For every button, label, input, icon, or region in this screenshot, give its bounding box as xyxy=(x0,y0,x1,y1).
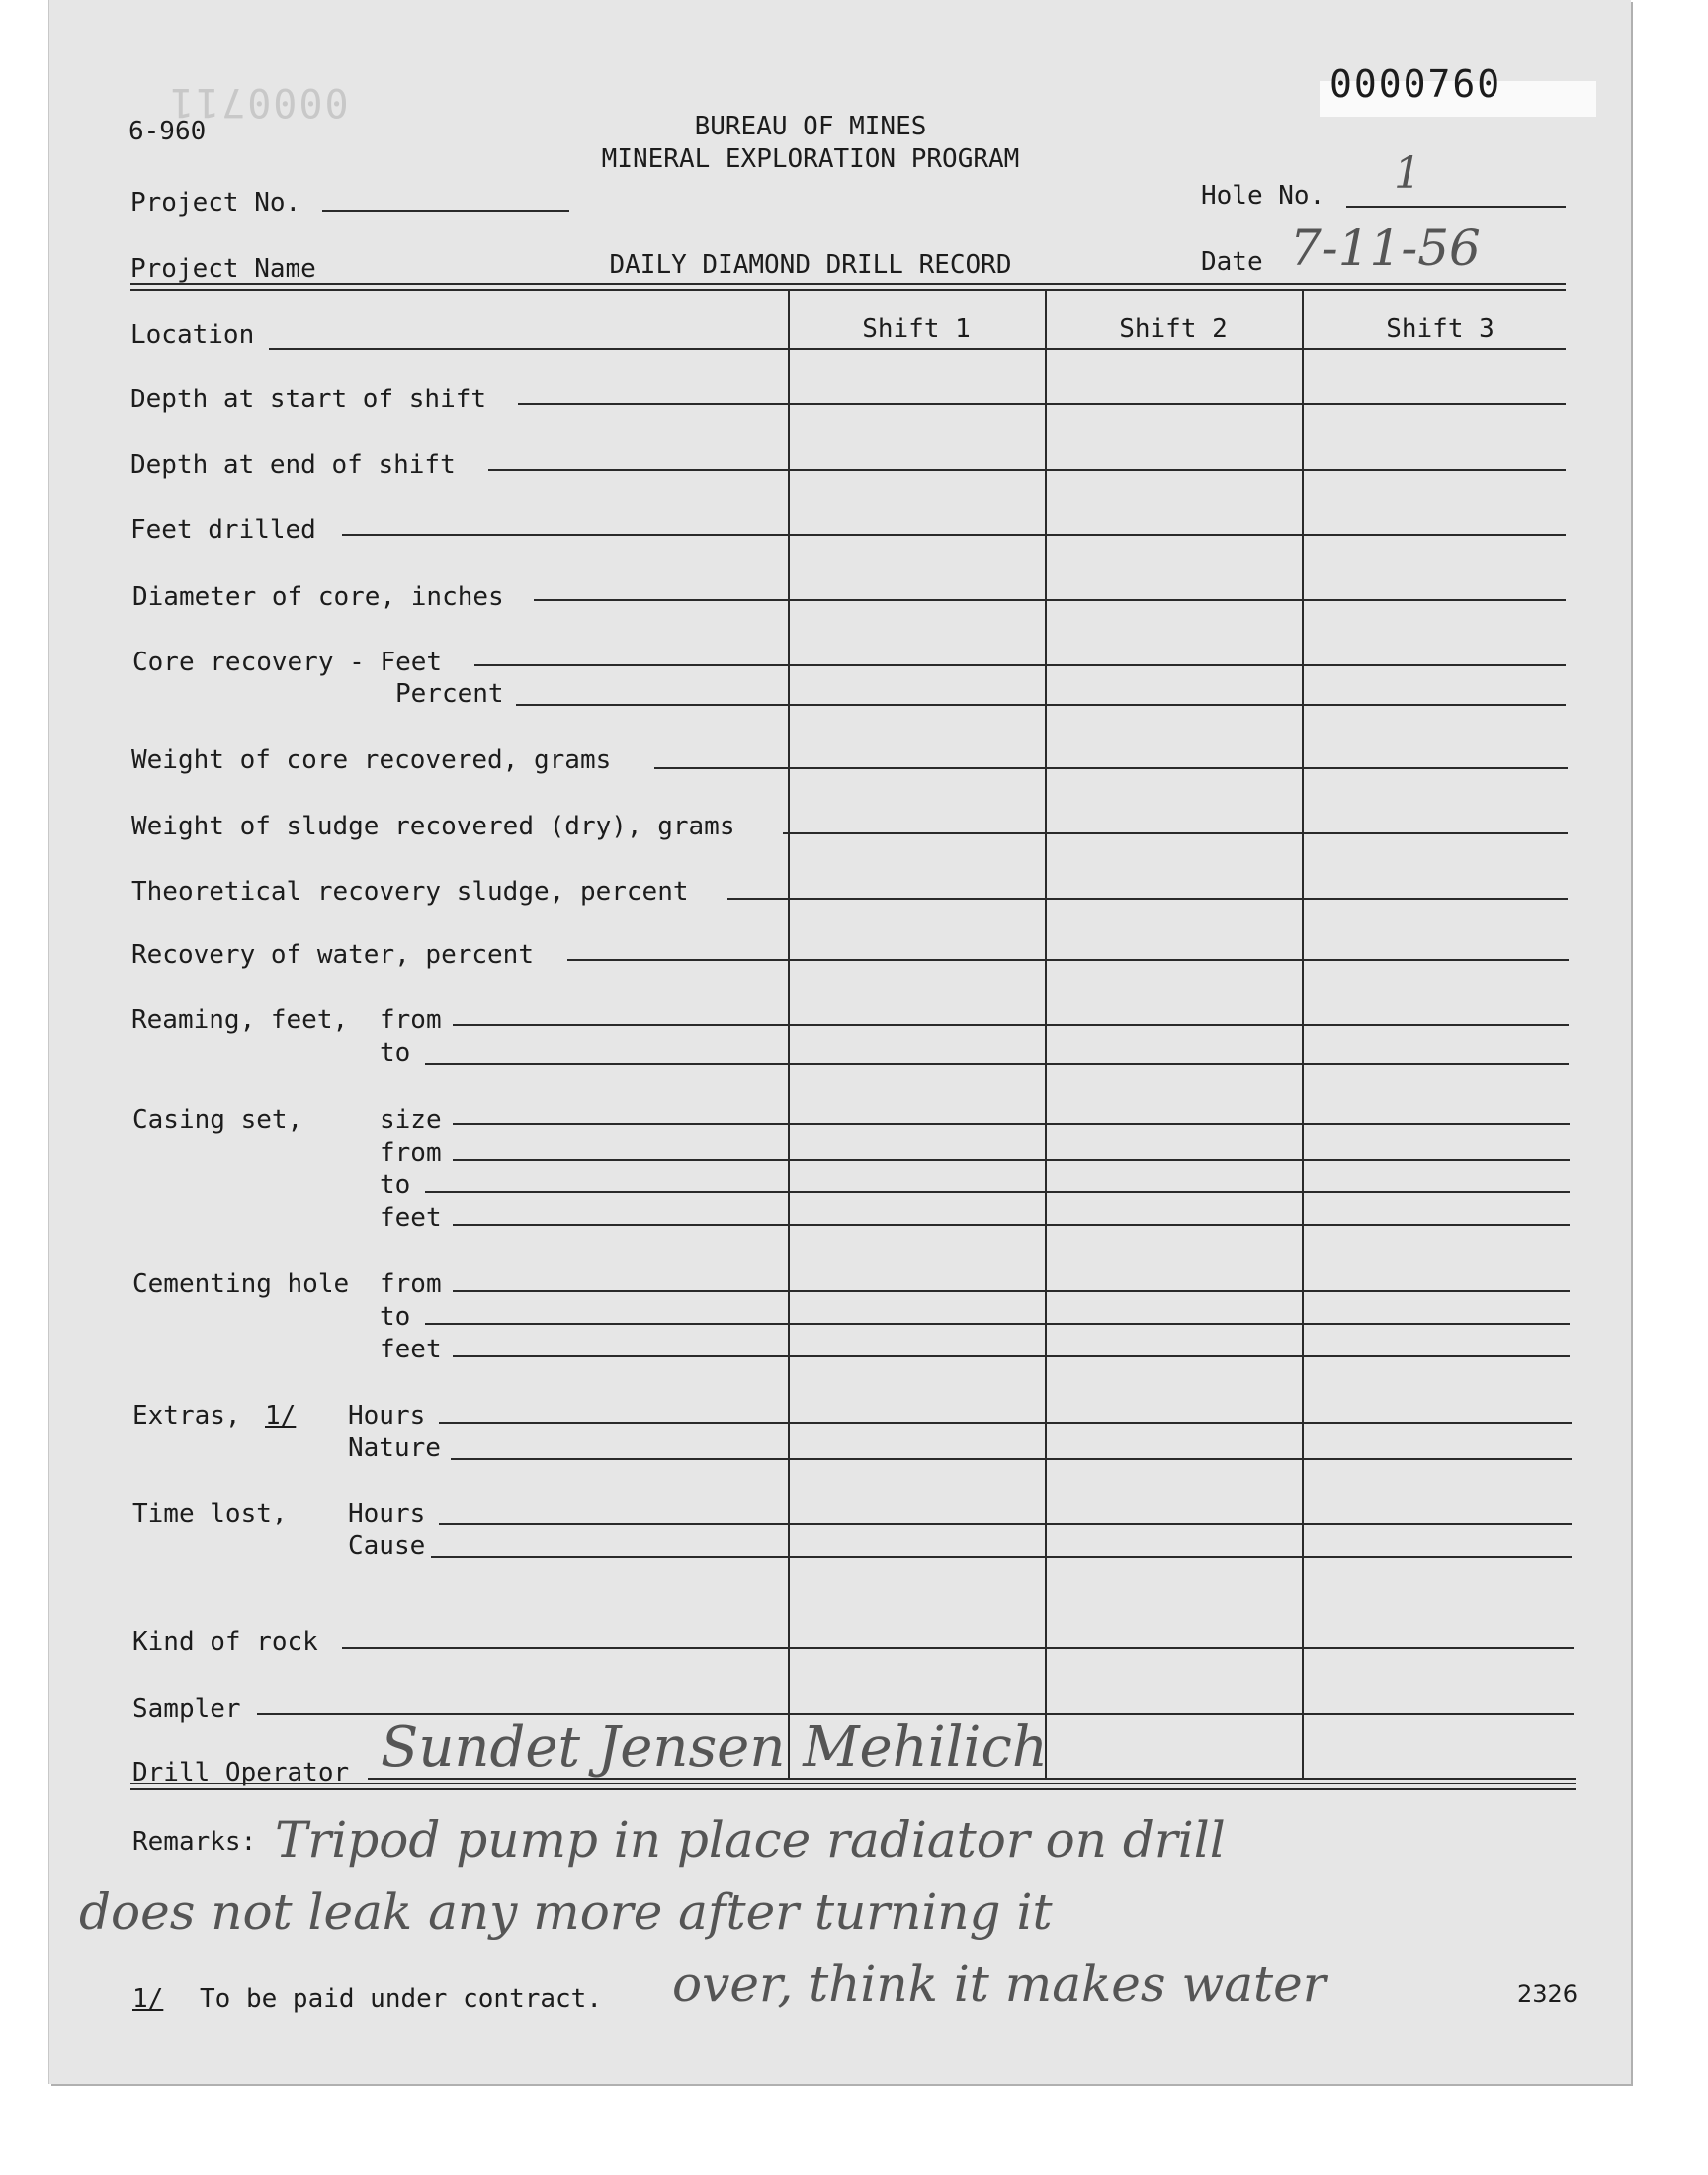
remarks-line-2: does not leak any more after turning it xyxy=(79,1883,1053,1941)
kind-of-rock-line xyxy=(342,1647,1574,1649)
casing-from-label: from xyxy=(380,1138,442,1168)
form-number: 6-960 xyxy=(128,117,207,146)
time-lost-hours-line xyxy=(439,1523,1572,1525)
header-rule-bottom xyxy=(130,289,1566,291)
cementing-feet-line xyxy=(453,1355,1570,1357)
hole-no-value: 1 xyxy=(1394,148,1421,199)
project-no-line xyxy=(322,210,569,212)
location-label: Location xyxy=(130,320,255,350)
weight-sludge-label: Weight of sludge recovered (dry), grams xyxy=(131,812,735,841)
weight-core-label: Weight of core recovered, grams xyxy=(131,745,612,775)
diameter-label: Diameter of core, inches xyxy=(132,582,504,612)
table-bottom-rule-1 xyxy=(130,1783,1576,1784)
kind-of-rock-label: Kind of rock xyxy=(132,1627,318,1657)
cementing-from-label: from xyxy=(380,1269,442,1299)
casing-feet-label: feet xyxy=(380,1203,442,1233)
depth-end-line xyxy=(488,469,1566,471)
footnote-text: To be paid under contract. xyxy=(200,1984,602,2014)
weight-core-line xyxy=(654,767,1568,769)
casing-from-line xyxy=(453,1159,1570,1161)
stamp-number: 0000760 xyxy=(1329,62,1502,106)
core-recovery-line xyxy=(474,664,1566,666)
cementing-label: Cementing hole xyxy=(132,1269,350,1299)
extras-label: Extras, xyxy=(132,1401,241,1431)
remarks-label: Remarks: xyxy=(132,1827,257,1857)
header-rule-top xyxy=(130,283,1566,285)
casing-feet-line xyxy=(453,1224,1570,1226)
reaming-from-line xyxy=(453,1024,1569,1026)
casing-to-label: to xyxy=(380,1171,411,1200)
core-percent-line xyxy=(516,704,1566,706)
cementing-to-label: to xyxy=(380,1302,411,1332)
core-recovery-label: Core recovery - Feet xyxy=(132,648,443,677)
drill-operator-signatures: Sundet Jensen Mehilich xyxy=(381,1715,1048,1780)
casing-size-line xyxy=(453,1123,1570,1125)
program-title: MINERAL EXPLORATION PROGRAM xyxy=(601,144,1020,174)
weight-sludge-line xyxy=(783,832,1568,834)
extras-hours-line xyxy=(439,1422,1572,1424)
shift-3-header: Shift 3 xyxy=(1386,314,1494,344)
depth-start-label: Depth at start of shift xyxy=(130,385,487,414)
shift-2-header: Shift 2 xyxy=(1119,314,1228,344)
table-bottom-rule-2 xyxy=(130,1788,1576,1790)
casing-to-line xyxy=(425,1191,1570,1193)
extras-nature-line xyxy=(451,1458,1572,1460)
remarks-line-1: Tripod pump in place radiator on drill xyxy=(275,1811,1226,1869)
casing-label: Casing set, xyxy=(132,1105,303,1135)
theoretical-label: Theoretical recovery sludge, percent xyxy=(131,877,689,907)
extras-nature-label: Nature xyxy=(348,1434,441,1463)
extras-footnote-mark: 1/ xyxy=(265,1401,297,1431)
diameter-line xyxy=(534,599,1566,601)
reaming-to-line xyxy=(425,1063,1569,1065)
location-line xyxy=(269,348,1566,350)
sampler-label: Sampler xyxy=(132,1695,241,1724)
feet-drilled-line xyxy=(342,534,1566,536)
shift-1-divider xyxy=(788,290,790,1778)
reaming-from-label: from xyxy=(380,1005,442,1035)
hole-no-label: Hole No. xyxy=(1201,181,1325,211)
cementing-feet-label: feet xyxy=(380,1335,442,1364)
extras-hours-label: Hours xyxy=(348,1401,426,1431)
depth-start-line xyxy=(518,403,1566,405)
drill-operator-label: Drill Operator xyxy=(132,1758,350,1787)
core-percent-label: Percent xyxy=(395,679,504,709)
time-lost-label: Time lost, xyxy=(132,1499,288,1528)
depth-end-label: Depth at end of shift xyxy=(130,450,456,479)
footnote-mark: 1/ xyxy=(132,1984,164,2014)
date-value: 7-11-56 xyxy=(1290,219,1481,277)
casing-size-label: size xyxy=(380,1105,442,1135)
shift-3-divider xyxy=(1302,290,1304,1778)
hole-no-line xyxy=(1346,206,1566,208)
time-lost-hours-label: Hours xyxy=(348,1499,426,1528)
shift-2-divider xyxy=(1045,290,1047,1778)
form-title: DAILY DIAMOND DRILL RECORD xyxy=(609,250,1012,280)
project-no-label: Project No. xyxy=(130,188,301,218)
feet-drilled-label: Feet drilled xyxy=(130,515,316,545)
date-label: Date xyxy=(1201,247,1263,277)
shift-1-header: Shift 1 xyxy=(862,314,971,344)
reaming-label: Reaming, feet, xyxy=(131,1005,349,1035)
theoretical-line xyxy=(727,898,1568,900)
water-label: Recovery of water, percent xyxy=(131,940,534,970)
water-line xyxy=(567,959,1569,961)
project-name-label: Project Name xyxy=(130,254,316,284)
page-code: 2326 xyxy=(1517,1980,1579,2008)
agency-title: BUREAU OF MINES xyxy=(694,112,927,141)
bleed-through-number: 0000711 xyxy=(168,79,349,125)
remarks-line-3: over, think it makes water xyxy=(672,1956,1326,2013)
time-lost-cause-label: Cause xyxy=(348,1531,426,1561)
time-lost-cause-line xyxy=(431,1556,1572,1558)
cementing-from-line xyxy=(453,1290,1570,1292)
cementing-to-line xyxy=(425,1323,1570,1325)
reaming-to-label: to xyxy=(380,1038,411,1068)
